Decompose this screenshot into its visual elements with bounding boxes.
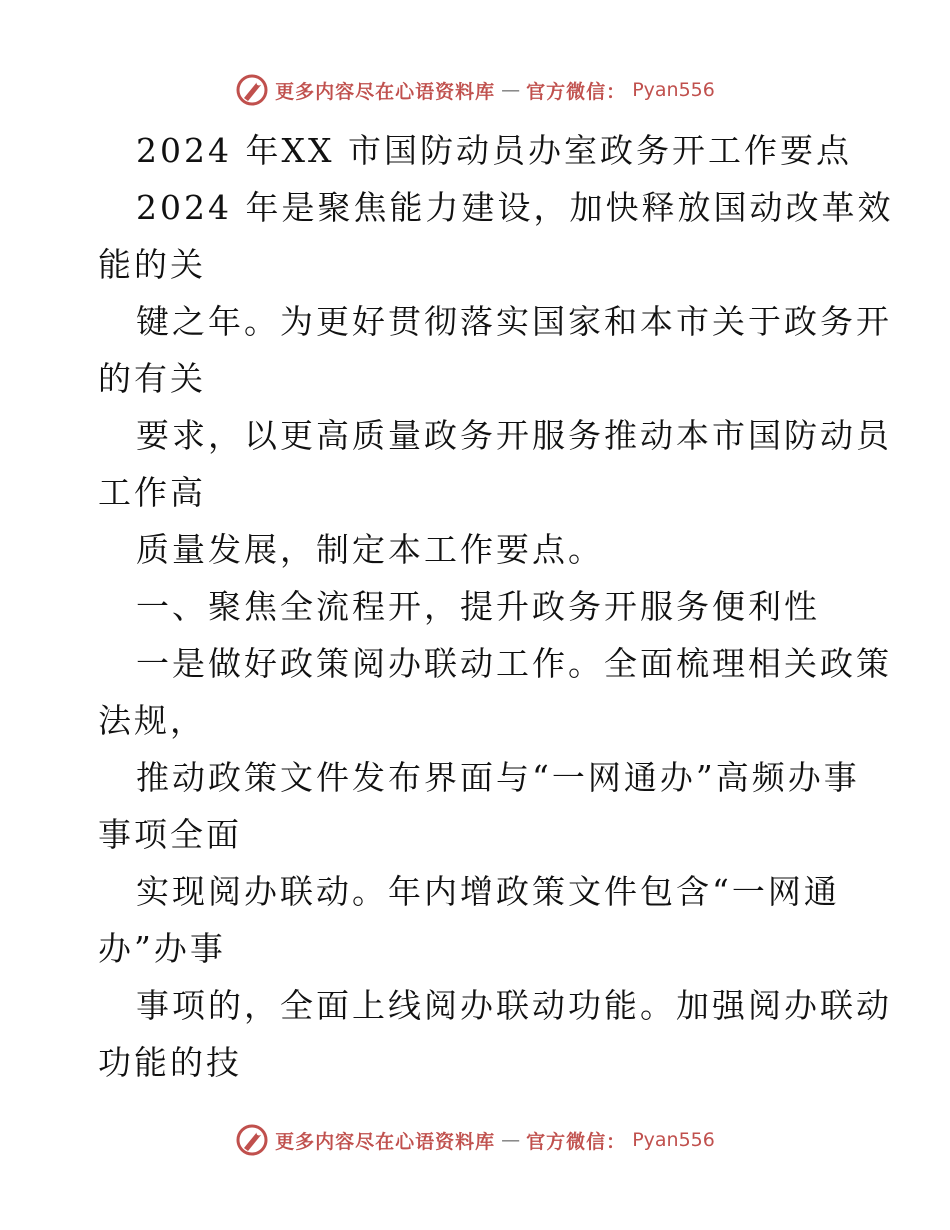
paragraph-line: 法规， — [98, 701, 206, 740]
banner-wechat-id: Pyan556 — [632, 79, 715, 101]
paragraph-line: 能的关 — [98, 245, 206, 284]
paragraph-line: 办”办事 — [98, 929, 226, 968]
document-title: 2024 年XX 市国防动员办室政务开工作要点 — [136, 131, 852, 170]
paragraph-line: 的有关 — [98, 359, 206, 398]
pen-logo-icon — [235, 73, 269, 107]
paragraph-line: 推动政策文件发布界面与“一网通办”高频办事 — [136, 758, 860, 797]
paragraph-line: 事项的，全面上线阅办联动功能。加强阅办联动 — [136, 986, 892, 1025]
banner-main-text: 更多内容尽在心语资料库 — [275, 1130, 496, 1153]
footer-banner — [0, 1122, 950, 1158]
banner-main-text: 更多内容尽在心语资料库 — [275, 80, 496, 103]
paragraph-line: 实现阅办联动。年内增政策文件包含“一网通 — [136, 872, 840, 911]
section-heading: 一、聚焦全流程开，提升政务开服务便利性 — [136, 587, 820, 626]
paragraph-line: 一是做好政策阅办联动工作。全面梳理相关政策 — [136, 644, 892, 683]
paragraph-line: 事项全面 — [98, 815, 242, 854]
document-body — [98, 122, 894, 1091]
banner-dash: — — [501, 79, 521, 101]
banner-sub-text: 官方微信： — [526, 80, 627, 103]
banner-dash: — — [501, 1129, 521, 1151]
header-banner — [0, 72, 950, 108]
paragraph-line: 工作高 — [98, 473, 206, 512]
banner-sub-text: 官方微信： — [526, 1130, 627, 1153]
paragraph-line: 要求，以更高质量政务开服务推动本市国防动员 — [136, 416, 892, 455]
paragraph-line: 功能的技 — [98, 1043, 242, 1082]
pen-logo-icon — [235, 1123, 269, 1157]
paragraph-line: 质量发展，制定本工作要点。 — [136, 530, 604, 569]
paragraph-line: 2024 年是聚焦能力建设，加快释放国动改革效 — [136, 188, 894, 227]
banner-wechat-id: Pyan556 — [632, 1129, 715, 1151]
paragraph-line: 键之年。为更好贯彻落实国家和本市关于政务开 — [136, 302, 892, 341]
